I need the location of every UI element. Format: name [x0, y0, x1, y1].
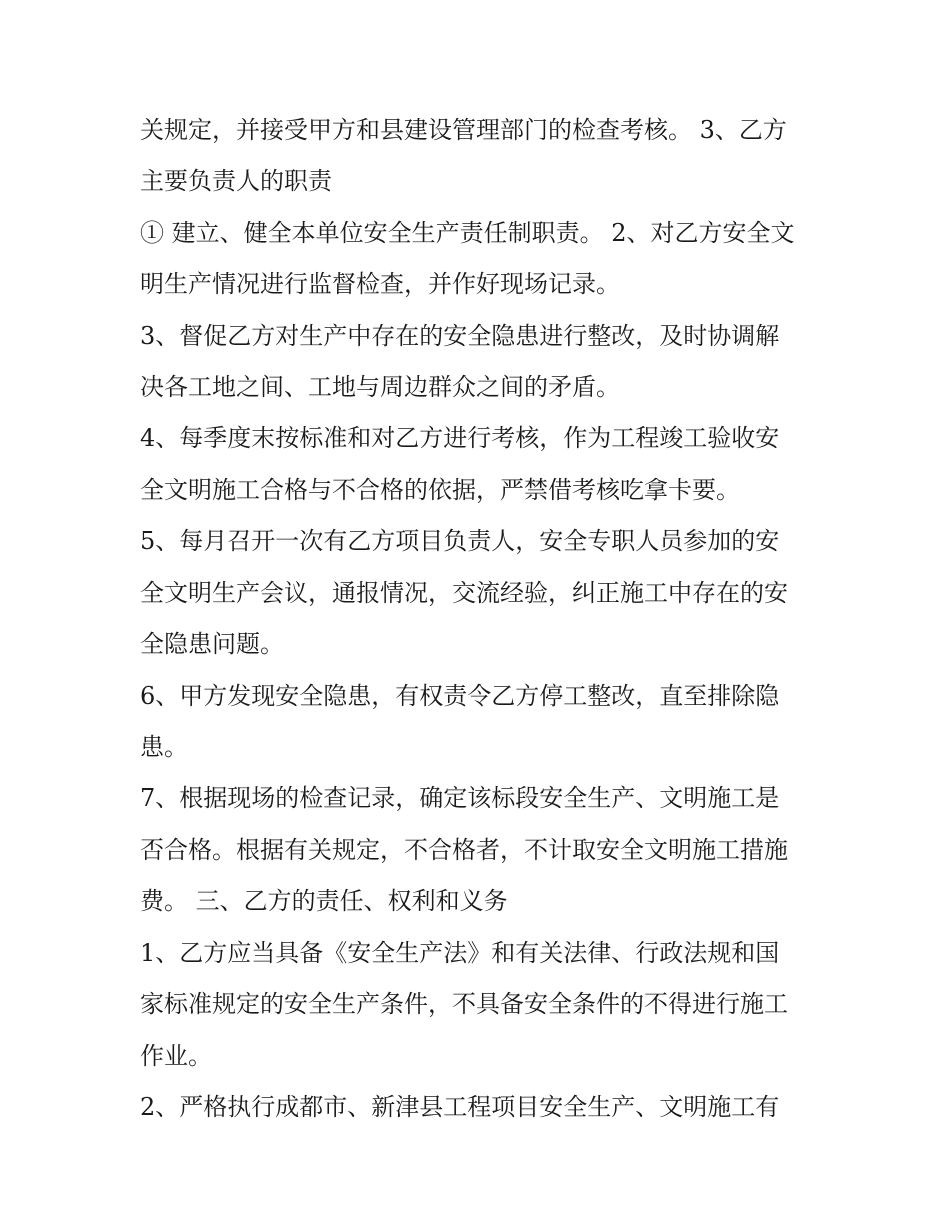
text-line: 7、根据现场的检查记录，确定该标段安全生产、文明施工是: [140, 784, 780, 812]
text-line: 5、每月召开一次有乙方项目负责人，安全专职人员参加的安: [140, 527, 780, 555]
text-line: 3、督促乙方对生产中存在的安全隐患进行整改，及时协调解: [140, 322, 780, 350]
text-line: 全文明生产会议，通报情况，交流经验，纠正施工中存在的安: [140, 579, 788, 607]
text-line: ① 建立、健全本单位安全生产责任制职责。 2、对乙方安全文: [140, 219, 795, 247]
text-line: 全隐患问题。: [140, 630, 284, 658]
text-line: 1、乙方应当具备《安全生产法》和有关法律、行政法规和国: [140, 939, 780, 967]
text-line: 2、严格执行成都市、新津县工程项目安全生产、文明施工有: [140, 1093, 780, 1121]
text-line: 决各工地之间、工地与周边群众之间的矛盾。: [140, 373, 620, 401]
text-line: 否合格。根据有关规定，不合格者，不计取安全文明施工措施: [140, 836, 788, 864]
text-line: 关规定，并接受甲方和县建设管理部门的检查考核。 3、乙方: [140, 116, 787, 144]
text-line: 费。 三、乙方的责任、权利和义务: [140, 887, 508, 915]
text-line: 明生产情况进行监督检查，并作好现场记录。: [140, 270, 620, 298]
text-line: 4、每季度末按标准和对乙方进行考核，作为工程竣工验收安: [140, 424, 780, 452]
text-line: 作业。: [140, 1042, 212, 1070]
text-line: 主要负责人的职责: [140, 167, 332, 195]
text-line: 全文明施工合格与不合格的依据，严禁借考核吃拿卡要。: [140, 476, 740, 504]
text-line: 患。: [140, 733, 188, 761]
text-line: 6、甲方发现安全隐患，有权责令乙方停工整改，直至排除隐: [140, 682, 780, 710]
text-line: 家标准规定的安全生产条件，不具备安全条件的不得进行施工: [140, 990, 788, 1018]
